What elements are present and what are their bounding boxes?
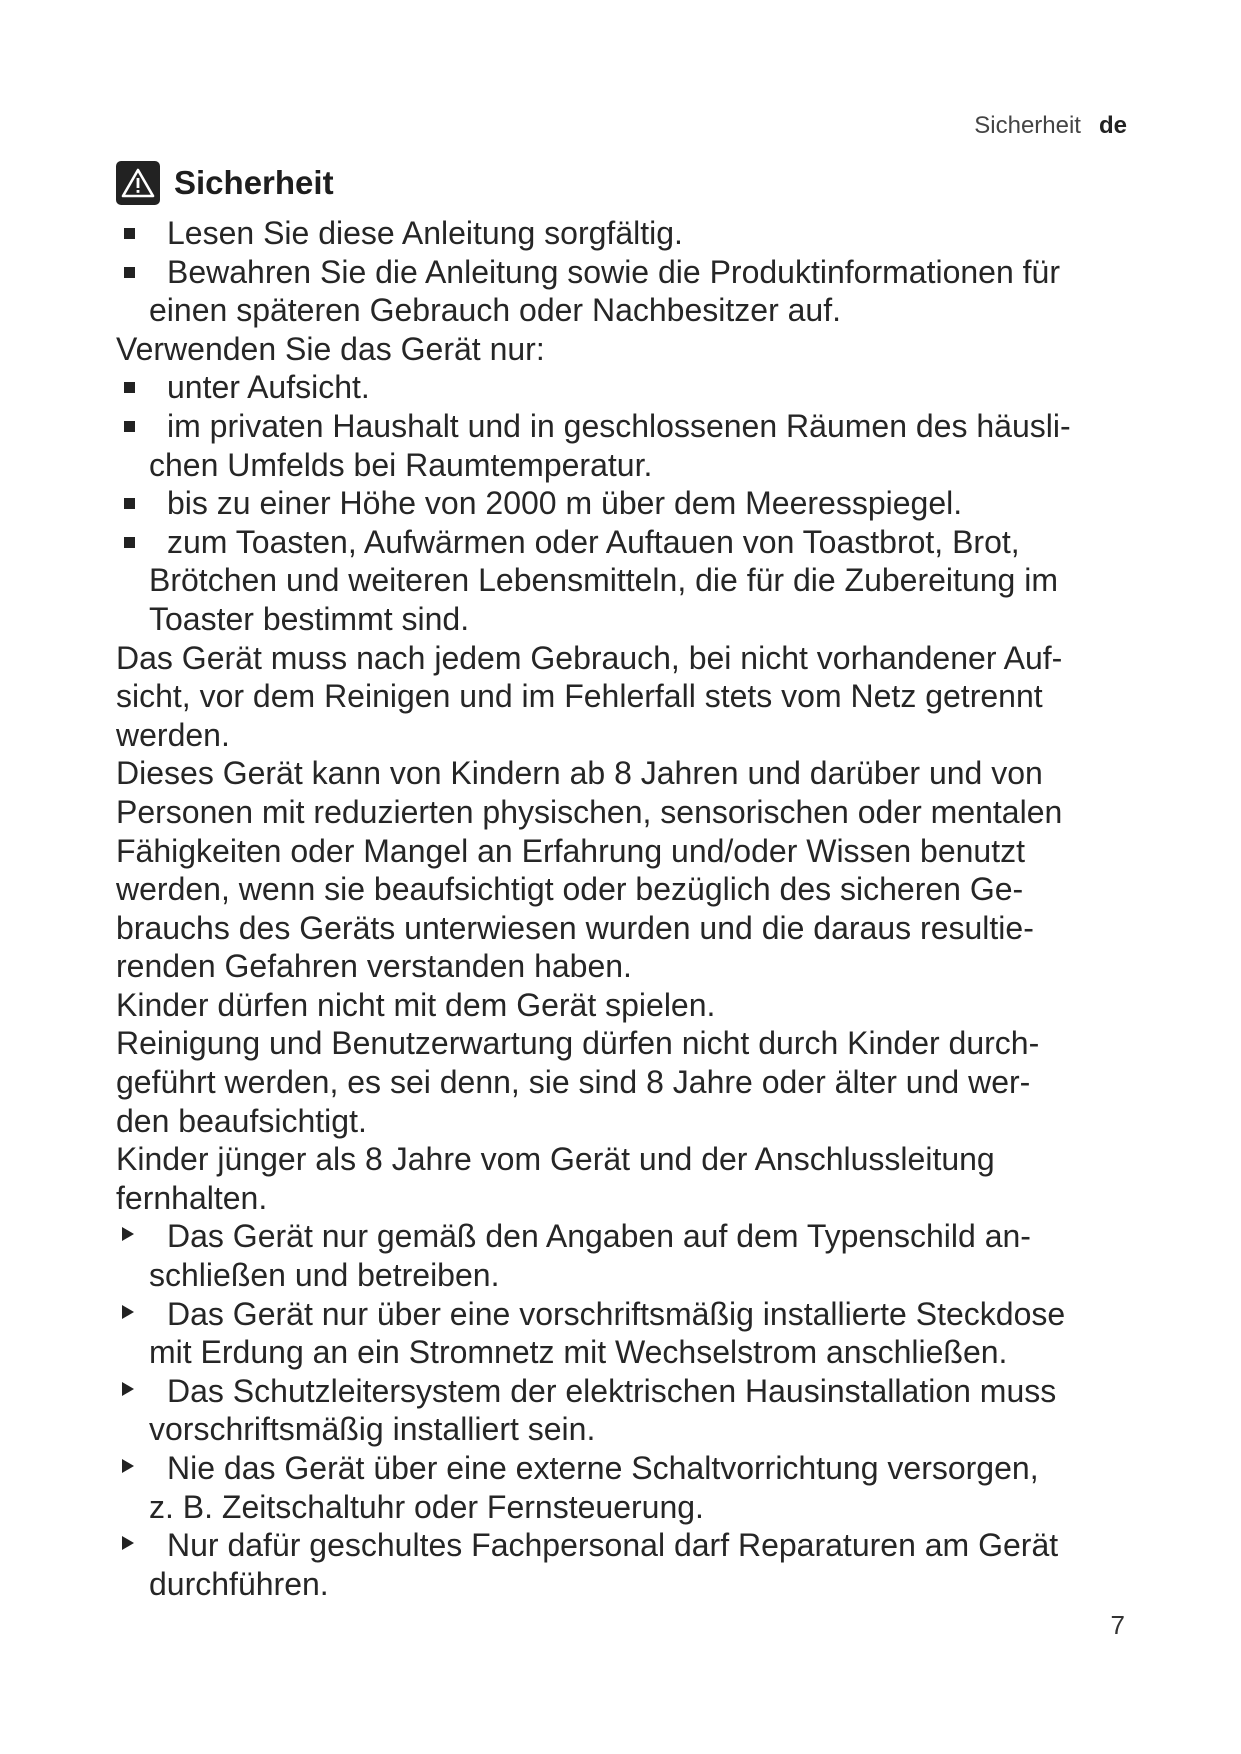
- line-text: Toaster bestimmt sind.: [149, 600, 470, 637]
- arrow-right-icon: [122, 1536, 134, 1550]
- paragraph: [116, 1140, 1146, 1217]
- line-text: Das Gerät nur gemäß den Angaben auf dem Typenschild an-: [167, 1218, 1031, 1255]
- use-heading: Verwenden Sie das Gerät nur:: [116, 330, 545, 367]
- line-text: durchführen.: [149, 1565, 329, 1602]
- page-header: [974, 112, 1127, 140]
- line-text: den beaufsichtigt.: [116, 1102, 367, 1139]
- line-text: Nie das Gerät über eine externe Schaltvorrichtung versorgen,: [167, 1450, 1039, 1486]
- arrow-right-icon: [122, 1227, 134, 1241]
- line-text: Kinder dürfen nicht mit dem Gerät spielen.: [116, 986, 716, 1023]
- line-text: Das Gerät muss nach jedem Gebrauch, bei nicht vorhandener Auf-: [116, 639, 1063, 676]
- line-text: werden, wenn sie beaufsichtigt oder bezüglich des sicheren Ge-: [116, 871, 1024, 908]
- line-text: Dieses Gerät kann von Kindern ab 8 Jahren und darüber und von: [116, 755, 1043, 792]
- document-body: [116, 160, 1146, 1603]
- line-text: Das Gerät nur über eine vorschriftsmäßig installierte Steckdose: [167, 1295, 1066, 1332]
- line-text: bis zu einer Höhe von 2000 m über dem Meeresspiegel.: [167, 485, 963, 522]
- bullet-square-icon: [124, 228, 135, 239]
- line-text: Nur dafür geschultes Fachpersonal darf Reparaturen am Gerät: [167, 1527, 1059, 1564]
- line-text: chen Umfelds bei Raumtemperatur.: [149, 446, 653, 483]
- paragraph: [116, 754, 1146, 986]
- line-text: Das Schutzleitersystem der elektrischen Hausinstallation muss: [167, 1372, 1057, 1409]
- line-text: renden Gefahren verstanden haben.: [116, 948, 632, 985]
- bullet-square-icon: [124, 382, 135, 393]
- instruction-item: [116, 1217, 1146, 1294]
- line-text: vorschriftsmäßig installiert sein.: [149, 1411, 596, 1448]
- paragraphs: [116, 639, 1146, 1218]
- paragraph: [116, 1024, 1146, 1140]
- section-title: [116, 160, 1146, 206]
- intro-list: [116, 214, 1146, 330]
- line-text: schließen und betreiben.: [149, 1257, 500, 1294]
- arrow-right-icon: [122, 1382, 134, 1396]
- arrow-right-icon: [122, 1459, 134, 1473]
- line-text: Fähigkeiten oder Mangel an Erfahrung und/oder Wissen benutzt: [116, 832, 1025, 869]
- line-text: Brötchen und weiteren Lebensmitteln, die für die Zubereitung im: [149, 562, 1058, 599]
- bullet-item: [116, 368, 1146, 407]
- line-text: Lesen Sie diese Anleitung sorgfältig.: [167, 215, 683, 251]
- paragraph: [116, 639, 1146, 755]
- arrow-right-icon: [122, 1305, 134, 1319]
- line-text: sicht, vor dem Reinigen und im Fehlerfall stets vom Netz getrennt: [116, 678, 1043, 715]
- line-text: im privaten Haushalt und in geschlossenen Räumen des häusli-: [167, 407, 1071, 444]
- instruction-item: [116, 1372, 1146, 1449]
- header-section: Sicherheit: [974, 112, 1081, 139]
- header-language: de: [1098, 112, 1127, 139]
- section-title-text: Sicherheit: [174, 163, 334, 201]
- line-text: Kinder jünger als 8 Jahre vom Gerät und der Anschlussleitung: [116, 1141, 995, 1178]
- use-list: [116, 368, 1146, 638]
- instruction-item: [116, 1526, 1146, 1603]
- line-text: Bewahren Sie die Anleitung sowie die Produktinformationen für: [167, 253, 1060, 290]
- warning-triangle-icon: [116, 161, 160, 205]
- line-text: Reinigung und Benutzerwartung dürfen nicht durch Kinder durch-: [116, 1025, 1040, 1062]
- line-text: fernhalten.: [116, 1179, 268, 1216]
- page-number: 7: [1110, 1610, 1125, 1640]
- bullet-square-icon: [124, 421, 135, 432]
- line-text: mit Erdung an ein Stromnetz mit Wechselstrom anschließen.: [149, 1334, 1008, 1371]
- bullet-square-icon: [124, 498, 135, 509]
- bullet-square-icon: [124, 537, 135, 548]
- bullet-item: [116, 484, 1146, 523]
- line-text: z. B. Zeitschaltuhr oder Fernsteuerung.: [149, 1488, 704, 1525]
- line-text: unter Aufsicht.: [167, 369, 370, 406]
- bullet-item: [116, 523, 1146, 639]
- bullet-item: [116, 214, 1146, 253]
- instruction-item: [116, 1295, 1146, 1372]
- bullet-item: [116, 407, 1146, 484]
- bullet-square-icon: [124, 267, 135, 278]
- instruction-item: [116, 1449, 1146, 1526]
- instruction-list: [116, 1217, 1146, 1603]
- line-text: zum Toasten, Aufwärmen oder Auftauen von Toastbrot, Brot,: [167, 523, 1020, 560]
- bullet-item: [116, 253, 1146, 330]
- line-text: werden.: [116, 716, 230, 753]
- line-text: geführt werden, es sei denn, sie sind 8 Jahre oder älter und wer-: [116, 1064, 1031, 1101]
- line-text: einen späteren Gebrauch oder Nachbesitzer auf.: [149, 292, 841, 329]
- line-text: Personen mit reduzierten physischen, sensorischen oder mentalen: [116, 793, 1063, 830]
- paragraph: [116, 986, 1146, 1025]
- line-text: brauchs des Geräts unterwiesen wurden und die daraus resultie-: [116, 909, 1034, 946]
